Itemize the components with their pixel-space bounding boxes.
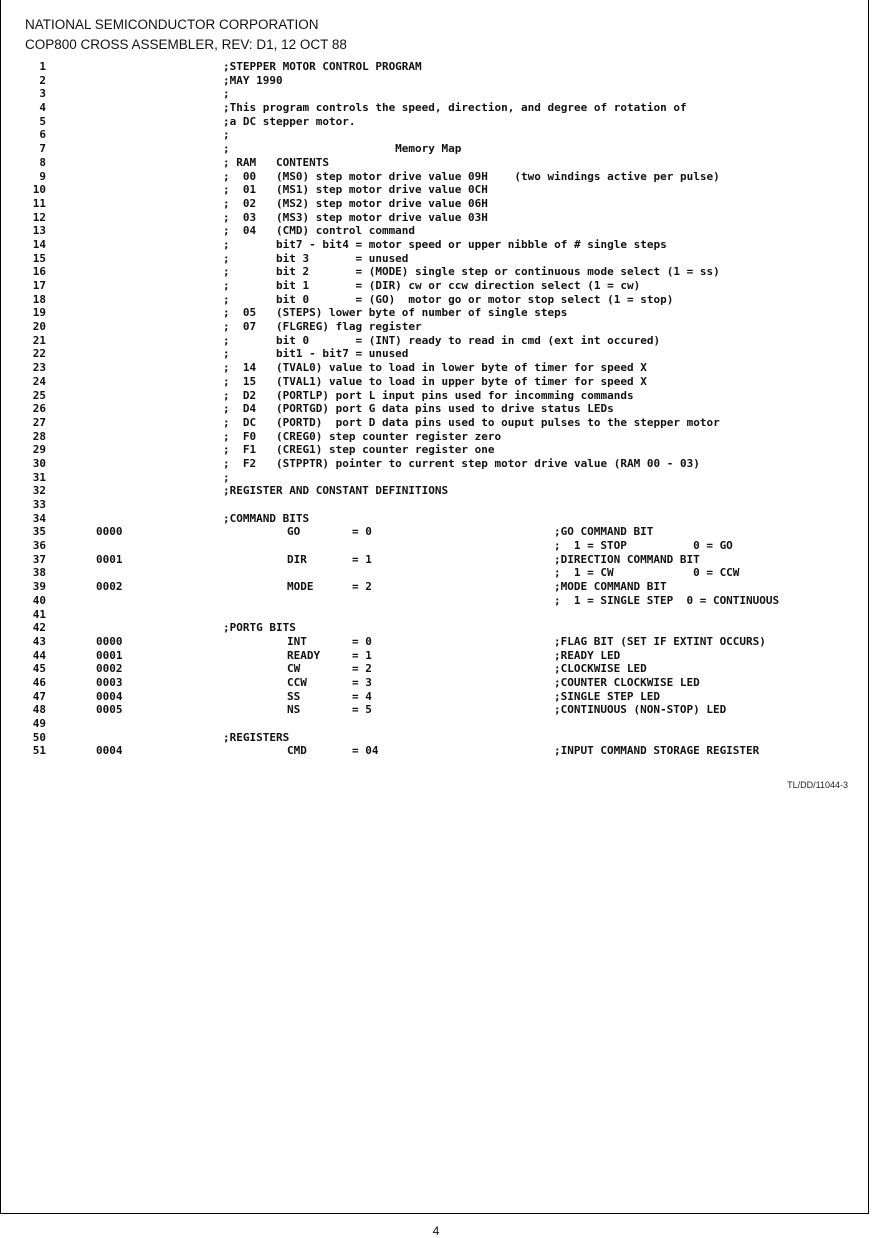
- line-number: 4: [39, 101, 46, 115]
- symbol-value: = 1: [352, 648, 372, 662]
- listing-line: [0, 635, 872, 649]
- address: 0003: [96, 675, 123, 689]
- symbol-value: = 1: [352, 552, 372, 566]
- source-text: ; bit 0 = (GO) motor go or motor stop select (1 = stop): [223, 292, 674, 306]
- comment: ; 1 = STOP 0 = GO: [554, 539, 733, 553]
- listing-line: [0, 690, 872, 704]
- line-number: 3: [39, 87, 46, 101]
- page-header: [25, 15, 347, 55]
- line-number: 12: [32, 210, 46, 224]
- source-text: ; D2 (PORTLP) port L input pins used for incomming commands: [223, 388, 634, 402]
- line-number: 49: [32, 717, 46, 730]
- line-number: 26: [32, 402, 46, 416]
- line-number: 42: [32, 621, 46, 635]
- source-text: ; 14 (TVAL0) value to load in lower byte of timer for speed X: [223, 361, 647, 375]
- source-text: ; bit 0 = (INT) ready to read in cmd (ext int occured): [223, 333, 661, 347]
- source-text: ; DC (PORTD) port D data pins used to ouput pulses to the stepper motor: [223, 415, 720, 429]
- line-number: 32: [32, 484, 46, 498]
- source-text: ;COMMAND BITS: [223, 511, 310, 525]
- line-number: 10: [32, 183, 46, 197]
- line-number: 27: [32, 415, 46, 429]
- symbol-name: CW: [287, 662, 301, 676]
- source-text: ; bit1 - bit7 = unused: [223, 347, 409, 361]
- listing-line: [0, 265, 872, 279]
- symbol-name: NS: [287, 703, 301, 717]
- line-number: 22: [32, 347, 46, 361]
- assembly-listing: [0, 60, 872, 758]
- line-number: 40: [32, 593, 46, 607]
- listing-line: [0, 238, 872, 252]
- source-text: ; bit 3 = unused: [223, 251, 409, 265]
- source-text: ;: [223, 128, 230, 142]
- comment: ;DIRECTION COMMAND BIT: [554, 552, 700, 566]
- comment: ;MODE COMMAND BIT: [554, 580, 667, 594]
- listing-line: [0, 334, 872, 348]
- line-number: 35: [32, 525, 46, 539]
- symbol-value: = 5: [352, 703, 372, 717]
- assembler-info: COP800 CROSS ASSEMBLER, REV: D1, 12 OCT 88: [25, 37, 347, 52]
- address: 0001: [96, 552, 123, 566]
- symbol-value: = 4: [352, 689, 372, 703]
- symbol-name: DIR: [287, 552, 307, 566]
- line-number: 20: [32, 320, 46, 334]
- listing-line: [0, 471, 872, 485]
- comment: ;FLAG BIT (SET IF EXTINT OCCURS): [554, 634, 766, 648]
- line-number: 25: [32, 388, 46, 402]
- source-text: ;REGISTERS: [223, 730, 290, 744]
- listing-line: [0, 498, 872, 512]
- line-number: 46: [32, 675, 46, 689]
- listing-line: [0, 361, 872, 375]
- listing-line: [0, 320, 872, 334]
- source-text: ;STEPPER MOTOR CONTROL PROGRAM: [223, 60, 422, 73]
- address: 0004: [96, 689, 123, 703]
- company-name: NATIONAL SEMICONDUCTOR CORPORATION: [25, 17, 319, 32]
- listing-line: [0, 608, 872, 622]
- line-number: 38: [32, 566, 46, 580]
- listing-line: [0, 74, 872, 88]
- line-number: 44: [32, 648, 46, 662]
- comment: ;READY LED: [554, 648, 621, 662]
- source-text: ; RAM CONTENTS: [223, 155, 329, 169]
- page-number: 4: [432, 1224, 440, 1238]
- source-text: ; 15 (TVAL1) value to load in upper byte of timer for speed X: [223, 374, 647, 388]
- listing-line: [0, 744, 872, 758]
- listing-line: [0, 539, 872, 553]
- line-number: 1: [39, 60, 46, 73]
- address: 0000: [96, 634, 123, 648]
- source-text: ;: [223, 87, 230, 101]
- source-text: ; 07 (FLGREG) flag register: [223, 320, 422, 334]
- symbol-value: = 04: [352, 744, 379, 758]
- listing-line: [0, 170, 872, 184]
- listing-line: [0, 211, 872, 225]
- line-number: 13: [32, 224, 46, 238]
- listing-line: [0, 457, 872, 471]
- listing-line: [0, 389, 872, 403]
- line-number: 33: [32, 498, 46, 511]
- symbol-value: = 0: [352, 634, 372, 648]
- source-text: ; bit7 - bit4 = motor speed or upper nibble of # single steps: [223, 237, 667, 251]
- listing-line: [0, 416, 872, 430]
- listing-line: [0, 662, 872, 676]
- source-text: ; D4 (PORTGD) port G data pins used to drive status LEDs: [223, 402, 614, 416]
- source-text: ; F0 (CREG0) step counter register zero: [223, 429, 502, 443]
- line-number: 36: [32, 539, 46, 553]
- line-number: 16: [32, 265, 46, 279]
- source-text: ; bit 2 = (MODE) single step or continuous mode select (1 = ss): [223, 265, 720, 279]
- address: 0000: [96, 525, 123, 539]
- line-number: 7: [39, 142, 46, 156]
- source-text: ;MAY 1990: [223, 73, 283, 87]
- address: 0004: [96, 744, 123, 758]
- listing-line: [0, 717, 872, 731]
- listing-line: [0, 580, 872, 594]
- comment: ;SINGLE STEP LED: [554, 689, 660, 703]
- listing-line: [0, 484, 872, 498]
- line-number: 5: [39, 114, 46, 128]
- line-number: 41: [32, 607, 46, 621]
- line-number: 45: [32, 662, 46, 676]
- listing-line: [0, 142, 872, 156]
- line-number: 51: [32, 744, 46, 758]
- line-number: 50: [32, 730, 46, 744]
- line-number: 2: [39, 73, 46, 87]
- source-text: ;REGISTER AND CONSTANT DEFINITIONS: [223, 484, 449, 498]
- comment: ;GO COMMAND BIT: [554, 525, 654, 539]
- line-number: 15: [32, 251, 46, 265]
- listing-line: [0, 293, 872, 307]
- listing-line: [0, 183, 872, 197]
- line-number: 39: [32, 580, 46, 594]
- address: 0001: [96, 648, 123, 662]
- listing-line: [0, 676, 872, 690]
- source-text: ; 00 (MS0) step motor drive value 09H (two windings active per pulse): [223, 169, 720, 183]
- address: 0002: [96, 662, 123, 676]
- line-number: 47: [32, 689, 46, 703]
- listing-line: [0, 525, 872, 539]
- symbol-name: SS: [287, 689, 301, 703]
- address: 0002: [96, 580, 123, 594]
- line-number: 48: [32, 703, 46, 717]
- line-number: 29: [32, 443, 46, 457]
- source-text: ;a DC stepper motor.: [223, 114, 356, 128]
- line-number: 19: [32, 306, 46, 320]
- listing-line: [0, 224, 872, 238]
- listing-line: [0, 375, 872, 389]
- source-text: ; 05 (STEPS) lower byte of number of single steps: [223, 306, 568, 320]
- source-text: ; 04 (CMD) control command: [223, 224, 416, 238]
- listing-line: [0, 87, 872, 101]
- listing-line: [0, 430, 872, 444]
- symbol-name: MODE: [287, 580, 314, 594]
- source-text: ; bit 1 = (DIR) cw or ccw direction select (1 = cw): [223, 279, 641, 292]
- figure-code: TL/DD/11044-3: [787, 780, 848, 790]
- comment: ; 1 = CW 0 = CCW: [554, 566, 740, 580]
- listing-line: [0, 306, 872, 320]
- line-number: 34: [32, 511, 46, 525]
- listing-line: [0, 197, 872, 211]
- line-number: 30: [32, 456, 46, 470]
- line-number: 43: [32, 634, 46, 648]
- symbol-value: = 3: [352, 675, 372, 689]
- listing-line: [0, 60, 872, 74]
- line-number: 28: [32, 429, 46, 443]
- listing-line: [0, 156, 872, 170]
- line-number: 37: [32, 552, 46, 566]
- listing-line: [0, 443, 872, 457]
- line-number: 11: [32, 196, 46, 210]
- line-number: 18: [32, 292, 46, 306]
- source-text: ; 01 (MS1) step motor drive value 0CH: [223, 183, 488, 197]
- listing-line: [0, 553, 872, 567]
- line-number: 14: [32, 237, 46, 251]
- source-text: ; F1 (CREG1) step counter register one: [223, 443, 495, 457]
- line-number: 23: [32, 361, 46, 375]
- symbol-value: = 2: [352, 662, 372, 676]
- symbol-value: = 0: [352, 525, 372, 539]
- listing-line: [0, 101, 872, 115]
- listing-line: [0, 128, 872, 142]
- line-number: 21: [32, 333, 46, 347]
- comment: ; 1 = SINGLE STEP 0 = CONTINUOUS: [554, 593, 780, 607]
- source-text: ; Memory Map: [223, 142, 462, 156]
- line-number: 31: [32, 470, 46, 484]
- symbol-name: INT: [287, 634, 307, 648]
- line-number: 9: [39, 169, 46, 183]
- symbol-name: READY: [287, 648, 321, 662]
- listing-line: [0, 731, 872, 745]
- listing-line: [0, 279, 872, 293]
- line-number: 8: [39, 155, 46, 169]
- line-number: 17: [32, 279, 46, 292]
- source-text: ;PORTG BITS: [223, 621, 296, 635]
- listing-line: [0, 649, 872, 663]
- comment: ;COUNTER CLOCKWISE LED: [554, 675, 700, 689]
- listing-line: [0, 347, 872, 361]
- listing-line: [0, 512, 872, 526]
- address: 0005: [96, 703, 123, 717]
- listing-line: [0, 621, 872, 635]
- symbol-value: = 2: [352, 580, 372, 594]
- source-text: ;This program controls the speed, direction, and degree of rotation of: [223, 101, 687, 115]
- source-text: ;: [223, 470, 230, 484]
- source-text: ; 02 (MS2) step motor drive value 06H: [223, 196, 488, 210]
- listing-line: [0, 115, 872, 129]
- comment: ;CONTINUOUS (NON-STOP) LED: [554, 703, 727, 717]
- line-number: 6: [39, 128, 46, 142]
- symbol-name: GO: [287, 525, 301, 539]
- comment: ;CLOCKWISE LED: [554, 662, 647, 676]
- listing-line: [0, 594, 872, 608]
- listing-line: [0, 402, 872, 416]
- listing-line: [0, 252, 872, 266]
- symbol-name: CMD: [287, 744, 307, 758]
- listing-line: [0, 703, 872, 717]
- comment: ;INPUT COMMAND STORAGE REGISTER: [554, 744, 760, 758]
- symbol-name: CCW: [287, 675, 307, 689]
- line-number: 24: [32, 374, 46, 388]
- source-text: ; 03 (MS3) step motor drive value 03H: [223, 210, 488, 224]
- listing-line: [0, 566, 872, 580]
- source-text: ; F2 (STPPTR) pointer to current step motor drive value (RAM 00 - 03): [223, 456, 700, 470]
